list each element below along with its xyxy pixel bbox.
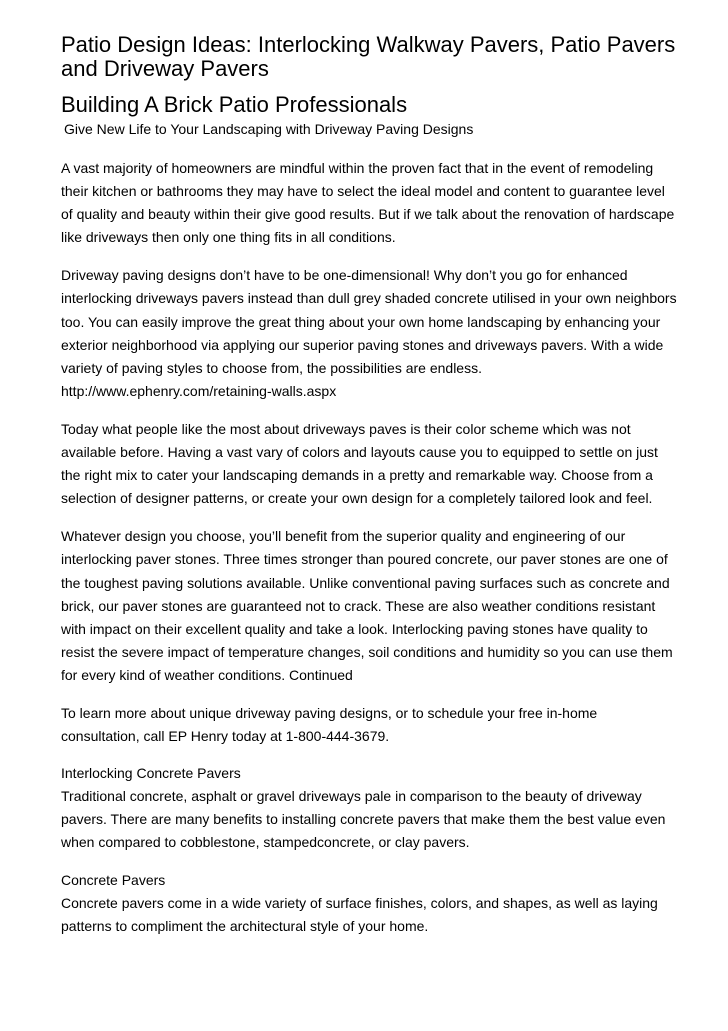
paragraph-driveway-designs: Driveway paving designs don’t have to be one-dimensional! Why don’t you go for enhanced interlocking driveways pavers instead than dull grey shaded concrete utilised in your own neighbors too. You can easily improve the great thing about your own home landscaping by enhancing your exterior neighborhood via applying our superior paving stones and driveways pavers. With a wide variety of paving styles to choose from, the possibilities are endless. http://www.ephenry.com/retaining-walls.aspx	[61, 267, 677, 399]
paragraph-color-scheme: Today what people like the most about driveways paves is their color scheme which was not available before. Having a vast vary of colors and layouts cause you to equipped to settle on just the right mix to cater your landscaping demands in a pretty and remarkable way. Choose from a selection of designer patterns, or create your own design for a completely tailored look and feel.	[61, 420, 658, 507]
document-subtitle: Building A Brick Patio Professionals	[61, 92, 408, 117]
paragraph-consultation: To learn more about unique driveway paving designs, or to schedule your free in-home consultation, call EP Henry today at 1-800-444-3679.	[61, 704, 598, 745]
paragraph-homeowners: A vast majority of homeowners are mindful within the proven fact that in the event of remodeling their kitchen or bathrooms they may have to select the ideal model and content to guarantee level of quality and beauty within their give good results. But if we talk about the renovation of hardscape like driveways then only one thing fits in all conditions.	[61, 160, 675, 246]
document-page	[61, 33, 677, 938]
paragraph-paver-quality: Whatever design you choose, you’ll benefit from the superior quality and engineering of our interlocking paver stones. Three times stronger than poured concrete, our paver stones are one of the toughest paving solutions available. Unlike conventional paving surfaces such as concrete and brick, our paver stones are guaranteed not to crack. These are also weather conditions resistant with impact on their excellent quality and take a look. Interlocking paving stones have quality to resist the severe impact of temperature changes, soil conditions and humidity so you can use them for every kind of weather conditions. Continued	[61, 528, 673, 683]
section-interlocking-concrete-pavers: Interlocking Concrete Pavers Traditional concrete, asphalt or gravel driveways pale in comparison to the beauty of driveway pavers. There are many benefits to installing concrete pavers that make them the best value even when compared to cobblestone, stampedconcrete, or clay pavers.	[61, 765, 666, 851]
document-tagline: Give New Life to Your Landscaping with Driveway Paving Designs	[64, 121, 474, 137]
section-concrete-pavers: Concrete Pavers Concrete pavers come in a wide variety of surface finishes, colors, and shapes, as well as laying patterns to compliment the architectural style of your home.	[61, 871, 658, 934]
document-title: Patio Design Ideas: Interlocking Walkway Pavers, Patio Pavers and Driveway Pavers	[61, 32, 676, 81]
